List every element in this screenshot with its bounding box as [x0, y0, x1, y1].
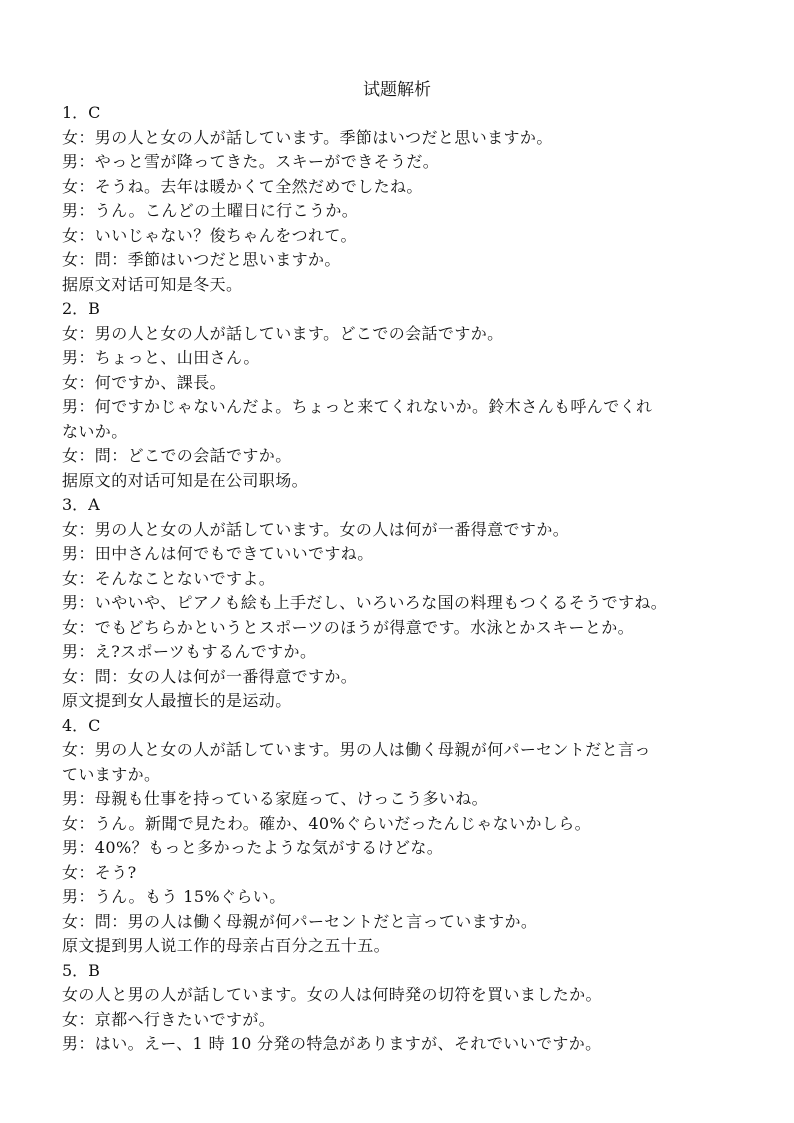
- dialogue-line: 女：うん。新聞で見たわ。確か、40%ぐらいだったんじゃないかしら。: [62, 813, 592, 833]
- analysis-line: 据原文的对话可知是在公司职场。: [62, 470, 309, 490]
- dialogue-line: 女：いいじゃない？俊ちゃんをつれて。: [62, 225, 357, 245]
- question-number: 2．B: [62, 299, 100, 318]
- dialogue-line: 男：40%？もっと多かったような気がするけどな。: [62, 838, 444, 857]
- dialogue-line: 男：母親も仕事を持っている家庭って、けっこう多いね。: [62, 789, 489, 808]
- analysis-line: 原文提到女人最擅长的是运动。: [62, 691, 292, 710]
- dialogue-line: 男：ちょっと、山田さん。: [62, 348, 260, 367]
- dialogue-line: 女：問：女の人は何が一番得意ですか。: [62, 666, 358, 686]
- dialogue-line: 男：やっと雪が降ってきた。スキーができそうだ。: [62, 152, 440, 171]
- question-number: 4．C: [62, 715, 101, 735]
- dialogue-line: 女：何ですか、課長。: [62, 372, 227, 392]
- dialogue-line: 女：男の人と女の人が話しています。男の人は働く母親が何パーセントだと言っ: [62, 740, 651, 759]
- dialogue-line: 女の人と男の人が話しています。女の人は何時発の切符を買いましたか。: [62, 985, 602, 1004]
- dialogue-line: 女：男の人と女の人が話しています。女の人は何が一番得意ですか。: [62, 519, 570, 539]
- document-body: [62, 101, 742, 1057]
- analysis-line: 据原文对话可知是冬天。: [62, 274, 243, 294]
- dialogue-line: 男：え?スポーツもするんですか。: [62, 642, 317, 661]
- dialogue-line: 男：何ですかじゃないんだよ。ちょっと来てくれないか。鈴木さんも呼んでくれ: [62, 397, 653, 416]
- question-number: 5．B: [62, 960, 100, 980]
- dialogue-line: 女：男の人と女の人が話しています。どこでの会話ですか。: [62, 323, 504, 343]
- dialogue-line: 女：問：どこでの会話ですか。: [62, 446, 292, 465]
- dialogue-line: 女：男の人と女の人が話しています。季節はいつだと思いますか。: [62, 127, 553, 147]
- dialogue-line: ていますか。: [62, 764, 161, 784]
- dialogue-line: ないか。: [62, 421, 128, 441]
- dialogue-line: 男：うん。こんどの土曜日に行こうか。: [62, 201, 359, 220]
- dialogue-line: 女：京都へ行きたいですが。: [62, 1009, 276, 1029]
- dialogue-line: 男：うん。もう 15%ぐらい。: [62, 887, 286, 906]
- dialogue-line: 男：はい。えー、1 時 10 分発の特急がありますが、それでいいですか。: [62, 1034, 602, 1053]
- dialogue-line: 男：田中さんは何でもできていいですね。: [62, 544, 374, 563]
- question-number: 3．A: [62, 495, 100, 514]
- document-title: 试题解析: [363, 80, 431, 100]
- dialogue-line: 女：そんなことないですよ。: [62, 568, 276, 588]
- dialogue-line: 女：問：男の人は働く母親が何パーセントだと言っていますか。: [62, 911, 538, 931]
- dialogue-line: 女：でもどちらかというとスポーツのほうが得意です。水泳とかスキーとか。: [62, 617, 635, 637]
- analysis-line: 原文提到男人说工作的母亲占百分之五十五。: [62, 936, 391, 955]
- question-number: 1．C: [62, 103, 101, 122]
- dialogue-line: 女：そう?: [62, 862, 137, 882]
- dialogue-line: 女：問：季節はいつだと思いますか。: [62, 250, 341, 269]
- dialogue-line: 男：いやいや、ピアノも絵も上手だし、いろいろな国の料理もつくるそうですね。: [62, 593, 668, 612]
- dialogue-line: 女：そうね。去年は暖かくて全然だめでしたね。: [62, 176, 423, 196]
